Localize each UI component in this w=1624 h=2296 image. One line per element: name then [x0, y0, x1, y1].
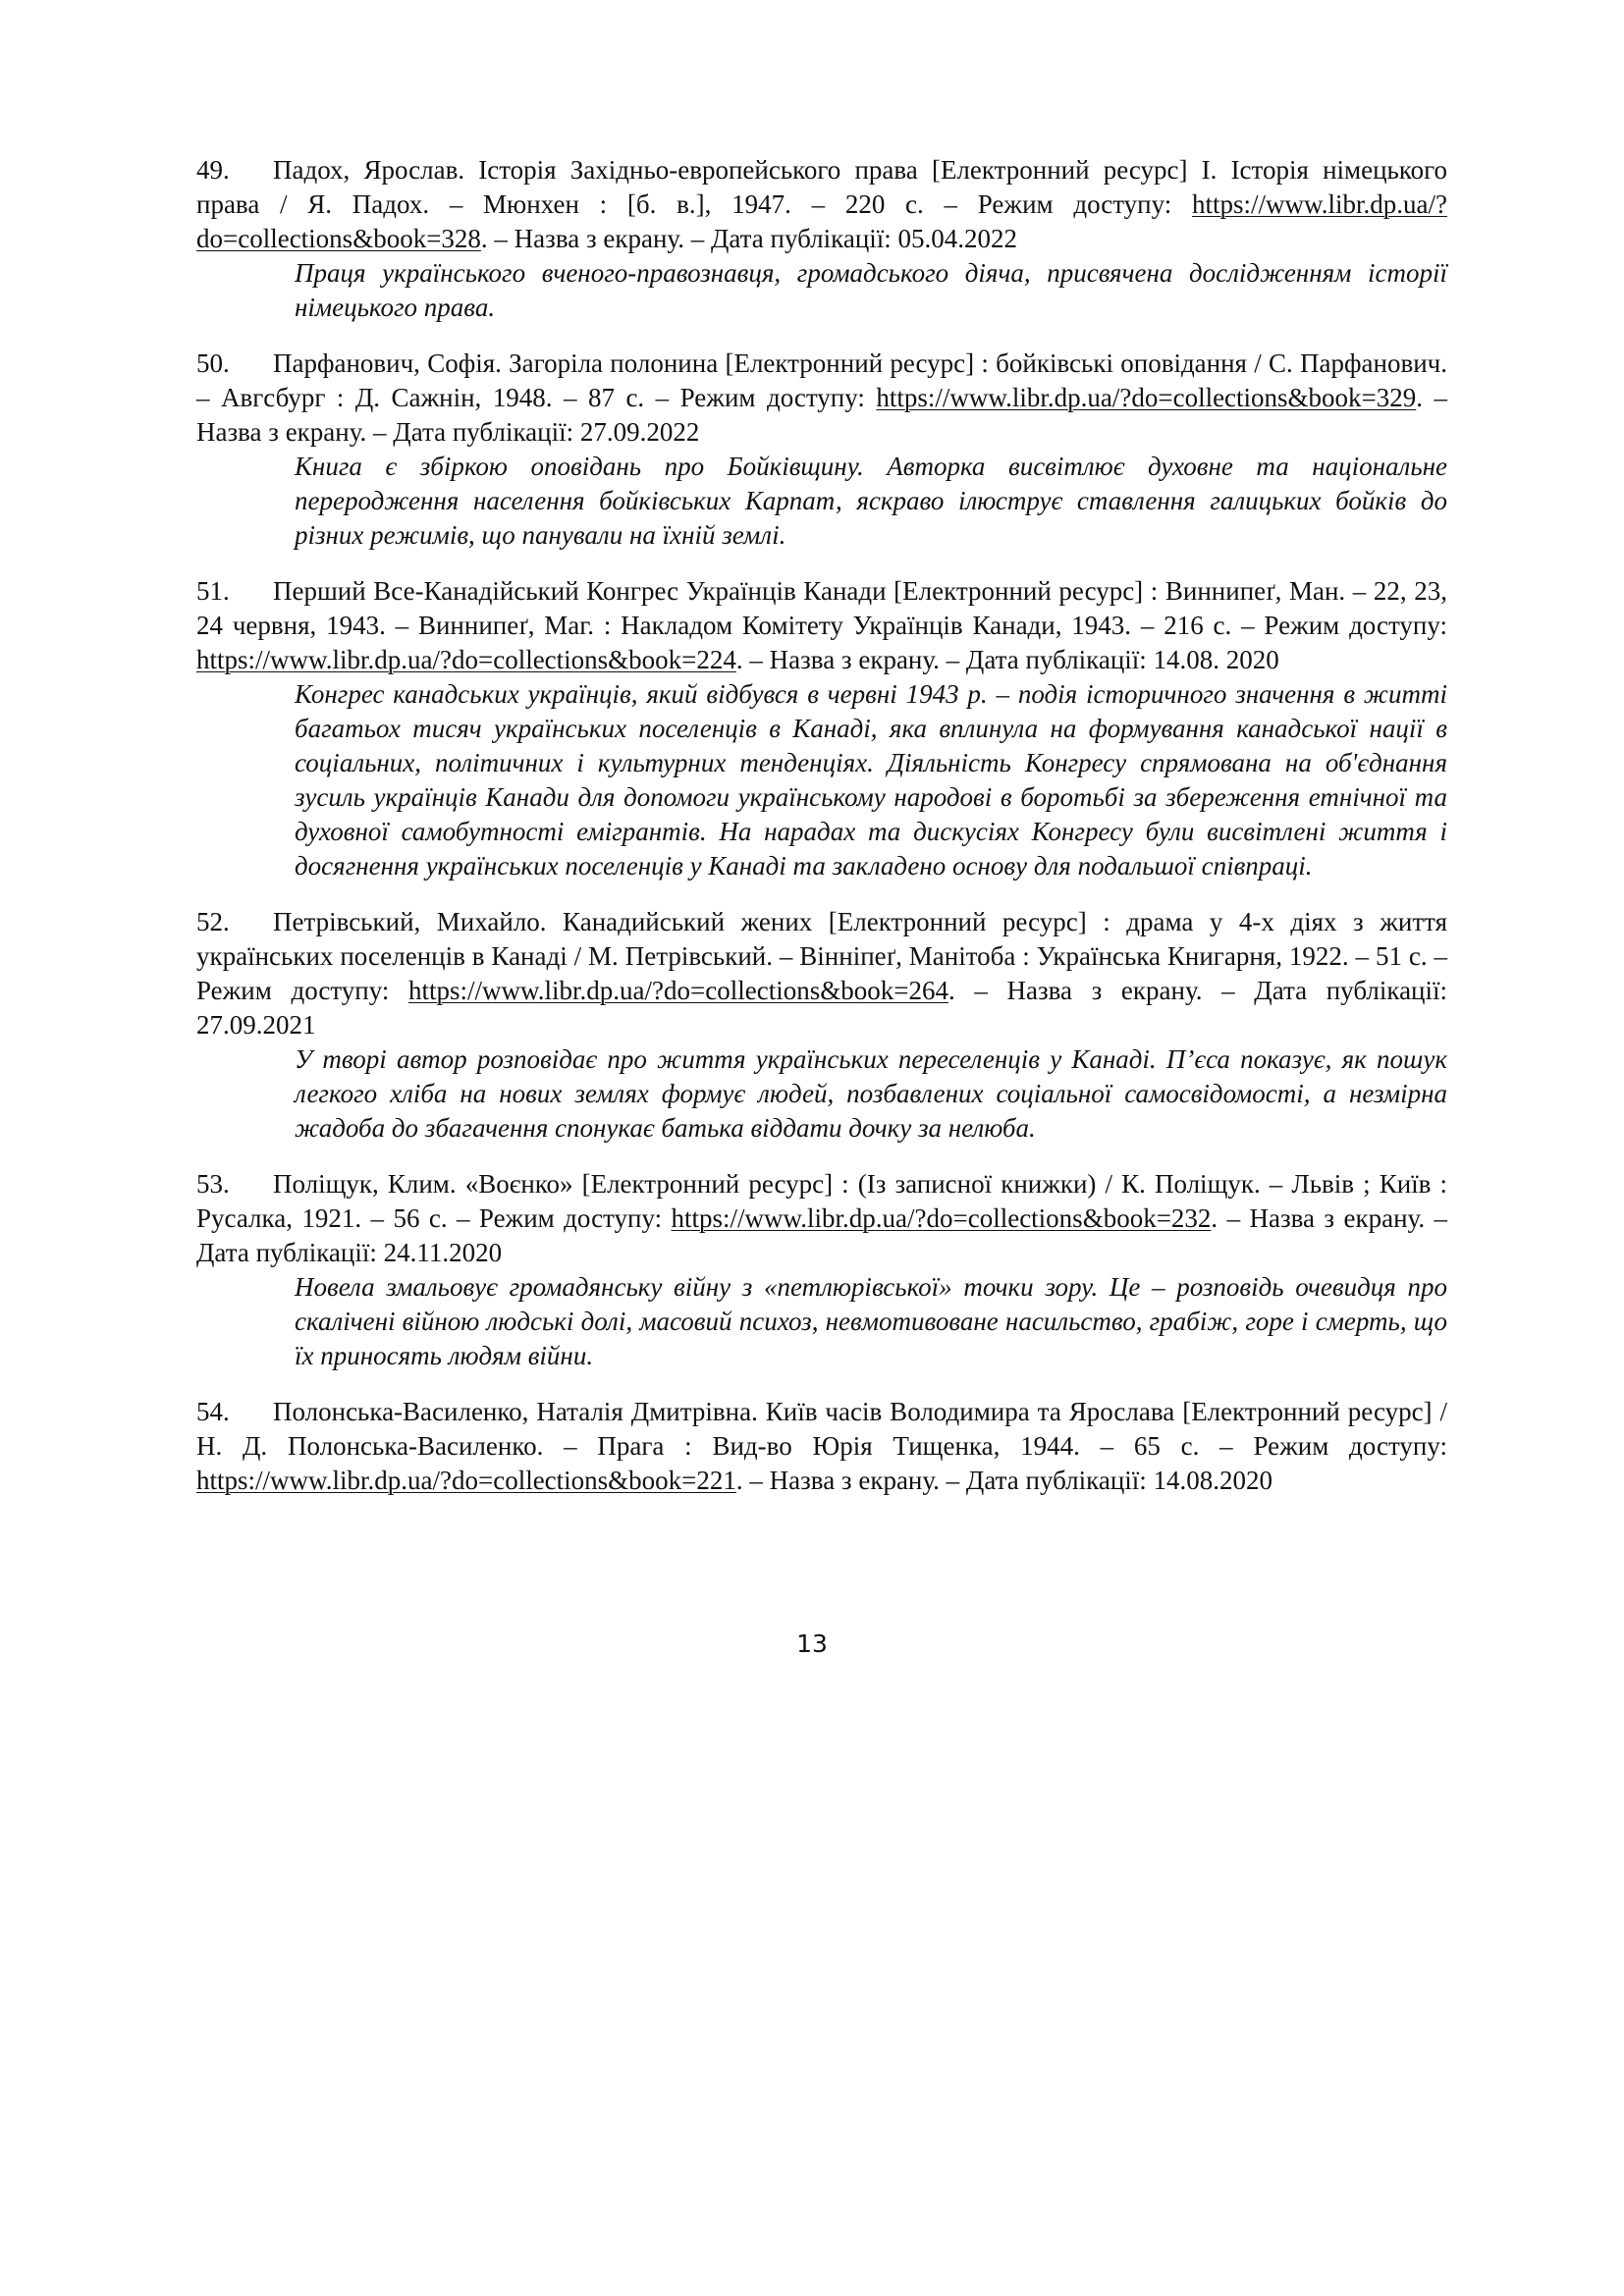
- entry-annotation: Книга є збіркою оповідань про Бойківщину. Авторка висвітлює духовне та національне переродження населення бойківських Карпат, яскраво ілюструє ставлення галицьких бойків до різних режимів, що панували на їхній землі.: [295, 452, 1447, 550]
- citation-text: [196, 574, 1447, 677]
- collection-link[interactable]: https://www.libr.dp.ua/?do=collections&book=329: [876, 383, 1417, 412]
- citation-after-link: . – Назва з екрану. – Дата публікації: 14.08.2020: [735, 1466, 1273, 1495]
- entry-number: 50.: [196, 348, 230, 378]
- citation-text: [196, 347, 1447, 450]
- citation-text: [196, 905, 1447, 1042]
- citation-text: [196, 153, 1447, 256]
- citation-after-link: . – Назва з екрану. – Дата публікації: 27.09.2021: [196, 976, 1448, 1040]
- citation-after-link: . – Назва з екрану. – Дата публікації: 27.09.2022: [196, 383, 1448, 447]
- entry-number: 53.: [196, 1169, 230, 1199]
- bibliography-entry-51: [196, 574, 1447, 883]
- citation-after-link: . – Назва з екрану. – Дата публікації: 05.04.2022: [480, 224, 1018, 253]
- entry-number: 51.: [196, 576, 230, 606]
- citation-after-link: . – Назва з екрану. – Дата публікації: 14.08. 2020: [735, 645, 1279, 674]
- entry-annotation: Праця українського вченого-правознавця, громадського діяча, присвячена дослідженням історії німецького права.: [295, 258, 1447, 322]
- entry-annotation: Конгрес канадських українців, який відбувся в червні 1943 р. – подія історичного значення в житті багатьох тисяч українських поселенців в Канаді, яка вплинула на формування канадської нації в соціальних, політичних і культурних тенденціях. Діяльність Конгресу спрямована на об'єднання зусиль українців Канади для допомоги українському народові в боротьбі за збереження етнічної та духовної самобутності емігрантів. На нарадах та дискусіях Конгресу були висвітлені життя і досягнення українських поселенців у Канаді та закладено основу для подальшої співпраці.: [295, 679, 1447, 881]
- citation-after-link: . – Назва з екрану. – Дата публікації: 24.11.2020: [196, 1203, 1447, 1267]
- page-number: 13: [796, 1629, 828, 1658]
- collection-link[interactable]: https://www.libr.dp.ua/?do=collections&book=264: [408, 976, 948, 1005]
- collection-link[interactable]: https://www.libr.dp.ua/?do=collections&book=328: [196, 189, 1447, 253]
- bibliography-entry-50: [196, 347, 1447, 553]
- citation-before-link: Перший Все-Канадійський Конгрес Українців Канади [Електронний ресурс] : Виннипеґ, Ман. – 22, 23, 24 червня, 1943. – Виннипеґ, Маг. : Накладом Комітету Українців Канади, 1943. – 216 с. – Режим доступу:: [196, 576, 1447, 640]
- entry-annotation: Новела змальовує громадянську війну з «петлюрівської» точки зору. Це – розповідь очевидця про скалічені війною людські долі, масовий психоз, невмотивоване насильство, грабіж, горе і смерть, що їх приносять людям війни.: [295, 1272, 1447, 1370]
- citation-before-link: Парфанович, Софія. Загоріла полонина [Електронний ресурс] : бойківські оповідання / С. Парфанович. – Авгсбург : Д. Сажнін, 1948. – 87 с. – Режим доступу:: [196, 348, 1447, 412]
- bibliography-entry-53: [196, 1167, 1447, 1373]
- collection-link[interactable]: https://www.libr.dp.ua/?do=collections&book=224: [196, 645, 736, 674]
- entry-number: 49.: [196, 155, 230, 185]
- entry-number: 54.: [196, 1397, 230, 1426]
- entry-annotation: У творі автор розповідає про життя українських переселенців у Канаді. П’єса показує, як пошук легкого хліба на нових землях формує людей, позбавлених соціальної самосвідомості, а незмірна жадоба до збагачення спонукає батька віддати дочку за нелюба.: [295, 1044, 1447, 1143]
- citation-before-link: Полонська-Василенко, Наталія Дмитрівна. Київ часів Володимира та Ярослава [Електронний ресурс] / Н. Д. Полонська-Василенко. – Прага : Вид-во Юрія Тищенка, 1944. – 65 с. – Режим доступу:: [196, 1397, 1447, 1461]
- citation-before-link: Поліщук, Клим. «Воєнко» [Електронний ресурс] : (Із записної книжки) / К. Поліщук. – Львів ; Київ : Русалка, 1921. – 56 с. – Режим доступу:: [196, 1169, 1447, 1233]
- bibliography-entry-52: [196, 905, 1447, 1146]
- citation-text: [196, 1167, 1447, 1270]
- collection-link[interactable]: https://www.libr.dp.ua/?do=collections&book=232: [671, 1203, 1212, 1233]
- entry-number: 52.: [196, 907, 230, 936]
- citation-before-link: Падох, Ярослав. Історія Західньо-европейського права [Електронний ресурс] I. Історія німецького права / Я. Падох. – Мюнхен : [б. в.], 1947. – 220 с. – Режим доступу:: [196, 155, 1447, 219]
- bibliography-entry-54: [196, 1395, 1447, 1498]
- citation-text: [196, 1395, 1447, 1498]
- collection-link[interactable]: https://www.libr.dp.ua/?do=collections&book=221: [196, 1466, 736, 1495]
- document-page: [196, 153, 1447, 1520]
- bibliography-entry-49: [196, 153, 1447, 325]
- citation-before-link: Петрівський, Михайло. Канадийський жених [Електронний ресурс] : драма у 4-х діях з життя українських поселенців в Канаді / М. Петрівський. – Вінніпеґ, Манітоба : Українська Книгарня, 1922. – 51 с. – Режим доступу:: [196, 907, 1447, 1005]
